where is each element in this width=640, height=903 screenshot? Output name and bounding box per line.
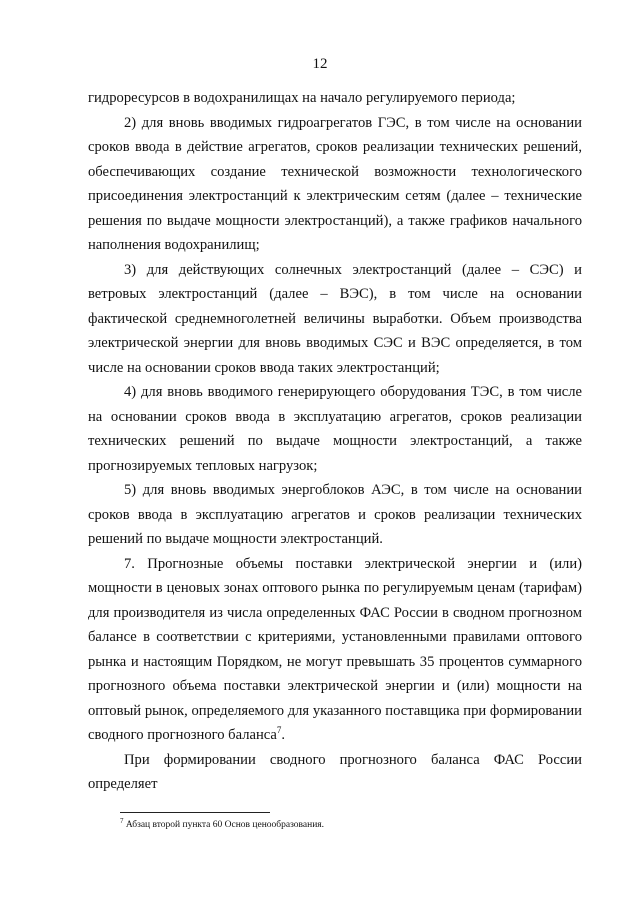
paragraph: 4) для вновь вводимого генерирующего оборудования ТЭС, в том числе на основании сроков ввода в эксплуатацию агрегатов, сроков реализации технических решений по выдаче мощности электростанций, а также прогнозируемых тепловых нагрузок; bbox=[88, 384, 582, 474]
paragraph-text: 7. Прогнозные объемы поставки электрической энергии и (или) мощности в ценовых зонах оптового рынка по регулируемым ценам (тарифам) для производителя из числа определенных ФАС России в сводном прогнозном балансе в соответствии с критериями, установленными правилами оптового рынка и настоящим Порядком, не могут превышать 35 процентов суммарного прогнозного объема поставки электрической энергии и (или) мощности на оптовый рынок, определяемого для указанного поставщика при формировании сводного прогнозного баланса bbox=[88, 555, 582, 743]
footnote bbox=[120, 816, 325, 830]
footnote-reference[interactable]: 7 bbox=[276, 725, 282, 736]
paragraph: 5) для вновь вводимых энергоблоков АЭС, в том числе на основании сроков ввода в эксплуатацию агрегатов и сроков реализации технических решений по выдаче мощности электростанций. bbox=[88, 482, 582, 547]
footnote-text: Абзац второй пункта 60 Основ ценообразования. bbox=[125, 820, 325, 830]
paragraph-end-punct: . bbox=[281, 727, 286, 743]
page-number: 12 bbox=[312, 56, 328, 72]
paragraph bbox=[88, 552, 582, 748]
paragraph: 3) для действующих солнечных электростанций (далее – СЭС) и ветровых электростанций (далее – ВЭС), в том числе на основании фактической среднемноголетней величины выработки. Объем производства электрической энергии для вновь вводимых СЭС и ВЭС определяется, в том числе на основании сроков ввода таких электростанций; bbox=[88, 261, 582, 376]
document-body bbox=[88, 86, 582, 797]
footnote-mark: 7 bbox=[120, 816, 124, 825]
paragraph: При формировании сводного прогнозного баланса ФАС России определяет bbox=[88, 751, 582, 792]
paragraph: 2) для вновь вводимых гидроагрегатов ГЭС, в том числе на основании сроков ввода в действие агрегатов, сроков реализации технических решений, обеспечивающих создание технической возможности технологического присоединения электростанций к электрическим сетям (далее – технические решения по выдаче мощности электростанций), а также графиков начального наполнения водохранилищ; bbox=[88, 114, 582, 253]
footnote-divider bbox=[120, 812, 270, 813]
paragraph: гидроресурсов в водохранилищах на начало регулируемого периода; bbox=[88, 90, 516, 106]
